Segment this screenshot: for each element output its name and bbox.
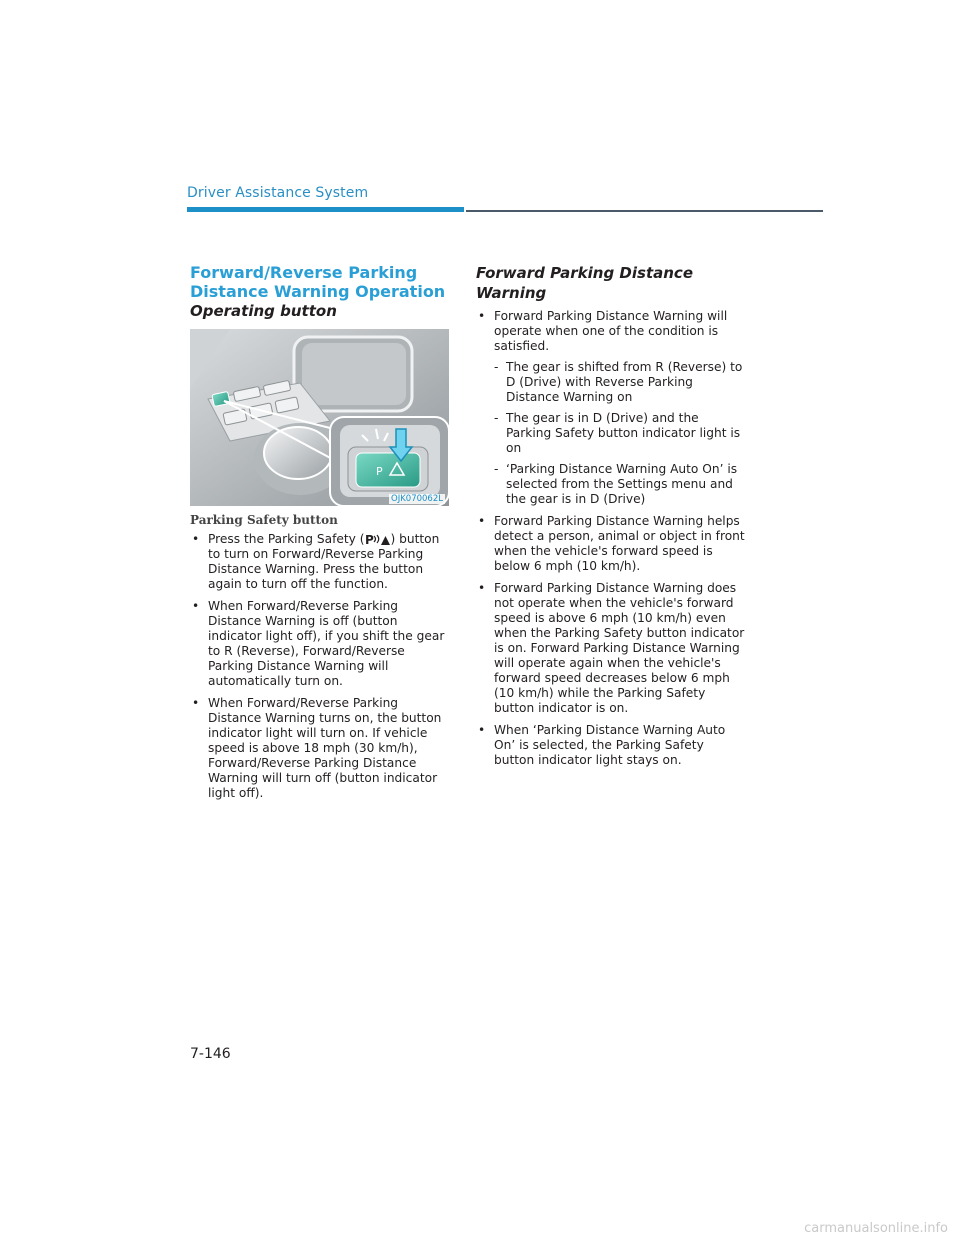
bullet-mark: • bbox=[192, 696, 200, 710]
bullet-text: When ‘Parking Distance Warning Auto On’ is selected, the Parking Safety button indicator light stays on. bbox=[494, 723, 726, 767]
bullet-text: When Forward/Reverse Parking Distance Warning turns on, the button indicator light will turn on. If vehicle speed is above 18 mph (30 km/h), Forward/Reverse Parking Distance Warning will turn off (button indicator light off). bbox=[208, 696, 442, 800]
right-bullet-list bbox=[476, 309, 746, 768]
bullet-text: When Forward/Reverse Parking Distance Warning is off (button indicator light off), if you shift the gear to R (Reverse), Forward/Reverse Parking Distance Warning will automatically turn on. bbox=[208, 599, 445, 688]
section-title bbox=[190, 263, 452, 301]
right-column bbox=[476, 263, 746, 775]
left-column bbox=[190, 263, 452, 808]
bullet-mark: • bbox=[192, 599, 200, 613]
watermark: carmanualsonline.info bbox=[804, 1221, 948, 1236]
running-header: Driver Assistance System bbox=[187, 185, 369, 201]
svg-text:P: P bbox=[376, 465, 383, 478]
header-rule-thick bbox=[187, 207, 464, 212]
bullet-mark: • bbox=[478, 309, 486, 323]
forward-pdw-title: Forward Parking Distance Warning bbox=[476, 264, 693, 302]
dash-mark: - bbox=[494, 462, 499, 476]
bullet-text: Forward Parking Distance Warning does not operate when the vehicle's forward speed is above 6 mph (10 km/h) even when the Parking Safety button indicator is on. Forward Parking Distance Warning will operate again when the vehicle's forward speed decreases below 6 mph (10 km/h) while the Parking Safety button indicator is on. bbox=[494, 581, 745, 715]
list-item bbox=[476, 514, 746, 574]
figure-code: OJK070062L bbox=[391, 494, 443, 504]
dash-mark: - bbox=[494, 360, 499, 374]
parking-safety-icon bbox=[365, 533, 391, 546]
svg-text:P: P bbox=[364, 533, 374, 546]
condition-item bbox=[494, 462, 746, 507]
bullet-text: Forward Parking Distance Warning helps detect a person, animal or object in front when the vehicle's forward speed is below 6 mph (10 km/h). bbox=[494, 514, 745, 573]
section-title-line1: Forward/Reverse Parking bbox=[190, 263, 418, 282]
list-item bbox=[190, 599, 452, 689]
bullet-mark: • bbox=[478, 581, 486, 595]
dash-mark: - bbox=[494, 411, 499, 425]
operating-button-title: Operating button bbox=[190, 302, 337, 320]
list-item bbox=[476, 309, 746, 507]
section-title-line2: Distance Warning Operation bbox=[190, 282, 446, 301]
left-bullet-list bbox=[190, 532, 452, 801]
bullet-text: Forward Parking Distance Warning will operate when one of the condition is satisfied. bbox=[494, 309, 728, 353]
list-item bbox=[190, 532, 452, 592]
list-item bbox=[476, 581, 746, 716]
page-number: 7-146 bbox=[190, 1046, 231, 1062]
parking-safety-figure bbox=[190, 329, 449, 506]
condition-text: ‘Parking Distance Warning Auto On’ is selected from the Settings menu and the gear is in D (Drive) bbox=[506, 462, 738, 506]
condition-text: The gear is in D (Drive) and the Parking Safety button indicator light is on bbox=[506, 411, 741, 455]
list-item bbox=[190, 696, 452, 801]
bullet-mark: • bbox=[478, 514, 486, 528]
bullet-mark: • bbox=[192, 532, 200, 546]
bullet-text-part2: ) button to turn on Forward/Reverse Parking Distance Warning. Press the button again to turn off the function. bbox=[208, 532, 440, 591]
condition-list bbox=[494, 360, 746, 507]
bullet-text-part1: Press the Parking Safety ( bbox=[208, 532, 365, 546]
condition-item bbox=[494, 360, 746, 405]
figure-caption: Parking Safety button bbox=[190, 513, 338, 527]
header-rule-thin bbox=[466, 210, 823, 212]
console-illustration bbox=[190, 329, 449, 506]
condition-item bbox=[494, 411, 746, 456]
condition-text: The gear is shifted from R (Reverse) to D (Drive) with Reverse Parking Distance Warning on bbox=[506, 360, 743, 404]
bullet-mark: • bbox=[478, 723, 486, 737]
list-item bbox=[476, 723, 746, 768]
